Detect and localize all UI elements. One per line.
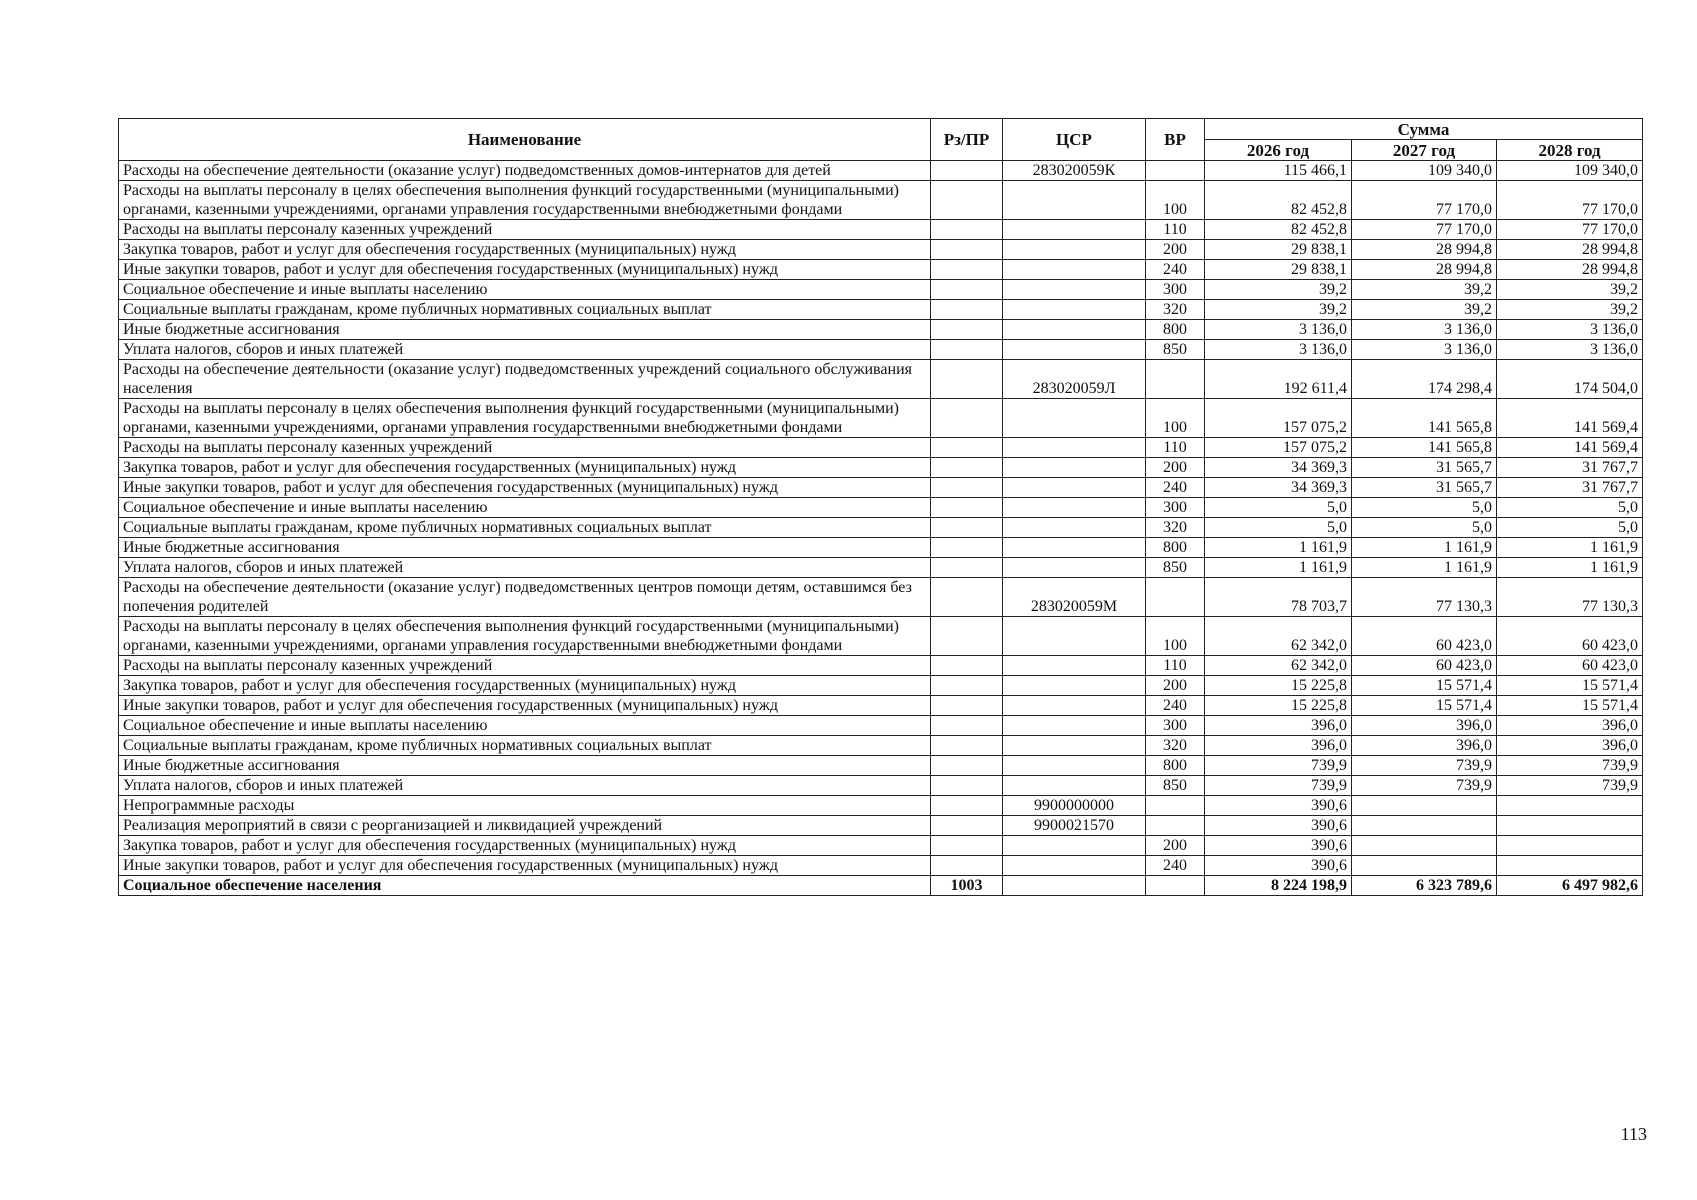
cell-csr: 283020059К [1003, 161, 1146, 181]
cell-2028: 396,0 [1497, 716, 1643, 736]
cell-vr: 240 [1146, 856, 1205, 876]
cell-2028 [1497, 796, 1643, 816]
cell-csr [1003, 220, 1146, 240]
cell-csr [1003, 776, 1146, 796]
cell-2026: 192 611,4 [1205, 360, 1352, 399]
cell-vr [1146, 360, 1205, 399]
cell-2028: 1 161,9 [1497, 558, 1643, 578]
cell-rzpr [931, 716, 1003, 736]
cell-2028: 5,0 [1497, 498, 1643, 518]
table-row [119, 856, 1643, 876]
cell-2027: 39,2 [1352, 300, 1497, 320]
cell-vr: 240 [1146, 478, 1205, 498]
cell-2026: 78 703,7 [1205, 578, 1352, 617]
cell-2027: 15 571,4 [1352, 696, 1497, 716]
cell-2027: 141 565,8 [1352, 438, 1497, 458]
cell-2026: 5,0 [1205, 518, 1352, 538]
cell-name: Расходы на выплаты персоналу в целях обеспечения выполнения функций государственными (муниципальными) органами, казенными учреждениями, органами управления государственными внебюджетными фондами [119, 617, 931, 656]
table-row [119, 538, 1643, 558]
cell-name: Уплата налогов, сборов и иных платежей [119, 776, 931, 796]
cell-2028: 39,2 [1497, 300, 1643, 320]
cell-2026: 15 225,8 [1205, 676, 1352, 696]
cell-2026: 390,6 [1205, 856, 1352, 876]
cell-vr: 100 [1146, 399, 1205, 438]
cell-2027: 77 130,3 [1352, 578, 1497, 617]
cell-vr: 100 [1146, 181, 1205, 220]
cell-name: Закупка товаров, работ и услуг для обеспечения государственных (муниципальных) нужд [119, 676, 931, 696]
cell-rzpr [931, 340, 1003, 360]
cell-2027: 1 161,9 [1352, 538, 1497, 558]
cell-csr [1003, 716, 1146, 736]
cell-2026: 396,0 [1205, 736, 1352, 756]
cell-name: Социальные выплаты гражданам, кроме публичных нормативных социальных выплат [119, 736, 931, 756]
cell-csr [1003, 696, 1146, 716]
cell-name: Иные закупки товаров, работ и услуг для обеспечения государственных (муниципальных) нужд [119, 260, 931, 280]
cell-rzpr [931, 856, 1003, 876]
cell-2028 [1497, 836, 1643, 856]
cell-name: Иные закупки товаров, работ и услуг для обеспечения государственных (муниципальных) нужд [119, 696, 931, 716]
header-name: Наименование [119, 119, 931, 161]
cell-rzpr [931, 260, 1003, 280]
table-row [119, 181, 1643, 220]
cell-2027 [1352, 836, 1497, 856]
cell-rzpr [931, 280, 1003, 300]
table-row [119, 260, 1643, 280]
cell-2028: 1 161,9 [1497, 538, 1643, 558]
cell-csr [1003, 558, 1146, 578]
cell-csr [1003, 399, 1146, 438]
cell-csr [1003, 617, 1146, 656]
cell-2028: 15 571,4 [1497, 676, 1643, 696]
cell-csr [1003, 240, 1146, 260]
cell-2028: 3 136,0 [1497, 340, 1643, 360]
cell-csr [1003, 518, 1146, 538]
cell-2026: 396,0 [1205, 716, 1352, 736]
cell-vr: 110 [1146, 656, 1205, 676]
cell-name: Расходы на выплаты персоналу казенных учреждений [119, 438, 931, 458]
cell-rzpr [931, 776, 1003, 796]
cell-name: Иные бюджетные ассигнования [119, 538, 931, 558]
cell-rzpr [931, 300, 1003, 320]
cell-2027: 28 994,8 [1352, 260, 1497, 280]
cell-vr: 100 [1146, 617, 1205, 656]
cell-vr [1146, 161, 1205, 181]
cell-rzpr [931, 220, 1003, 240]
cell-vr: 850 [1146, 340, 1205, 360]
cell-name: Реализация мероприятий в связи с реорганизацией и ликвидацией учреждений [119, 816, 931, 836]
cell-rzpr [931, 161, 1003, 181]
cell-name: Уплата налогов, сборов и иных платежей [119, 558, 931, 578]
cell-2027: 60 423,0 [1352, 617, 1497, 656]
cell-2026: 39,2 [1205, 300, 1352, 320]
cell-2028: 6 497 982,6 [1497, 876, 1643, 896]
cell-2028: 109 340,0 [1497, 161, 1643, 181]
cell-rzpr [931, 360, 1003, 399]
cell-2026: 739,9 [1205, 776, 1352, 796]
cell-csr [1003, 280, 1146, 300]
cell-csr [1003, 756, 1146, 776]
header-year-2027: 2027 год [1352, 140, 1497, 161]
cell-2026: 3 136,0 [1205, 320, 1352, 340]
cell-csr: 283020059М [1003, 578, 1146, 617]
cell-vr: 110 [1146, 220, 1205, 240]
cell-2028: 77 170,0 [1497, 181, 1643, 220]
cell-vr: 200 [1146, 676, 1205, 696]
cell-name: Социальные выплаты гражданам, кроме публичных нормативных социальных выплат [119, 300, 931, 320]
page-number: 113 [1620, 1124, 1647, 1144]
cell-2026: 5,0 [1205, 498, 1352, 518]
cell-2027: 1 161,9 [1352, 558, 1497, 578]
table-row [119, 696, 1643, 716]
cell-csr [1003, 876, 1146, 896]
table-row-total [119, 876, 1643, 896]
header-csr: ЦСР [1003, 119, 1146, 161]
cell-vr: 800 [1146, 320, 1205, 340]
table-row [119, 340, 1643, 360]
cell-2027: 77 170,0 [1352, 181, 1497, 220]
table-row [119, 558, 1643, 578]
cell-csr [1003, 498, 1146, 518]
cell-csr [1003, 320, 1146, 340]
cell-name: Расходы на выплаты персоналу казенных учреждений [119, 656, 931, 676]
cell-2028: 3 136,0 [1497, 320, 1643, 340]
cell-name: Социальные выплаты гражданам, кроме публичных нормативных социальных выплат [119, 518, 931, 538]
cell-name: Иные закупки товаров, работ и услуг для обеспечения государственных (муниципальных) нужд [119, 856, 931, 876]
table-row [119, 816, 1643, 836]
cell-vr: 320 [1146, 736, 1205, 756]
table-row [119, 796, 1643, 816]
cell-name: Закупка товаров, работ и услуг для обеспечения государственных (муниципальных) нужд [119, 836, 931, 856]
cell-csr [1003, 340, 1146, 360]
cell-2028 [1497, 816, 1643, 836]
cell-2027 [1352, 856, 1497, 876]
cell-vr: 800 [1146, 538, 1205, 558]
cell-vr [1146, 876, 1205, 896]
cell-rzpr [931, 498, 1003, 518]
table-row [119, 458, 1643, 478]
cell-2027: 31 565,7 [1352, 478, 1497, 498]
cell-rzpr [931, 458, 1003, 478]
cell-2027: 39,2 [1352, 280, 1497, 300]
cell-2028: 60 423,0 [1497, 617, 1643, 656]
cell-2026: 1 161,9 [1205, 558, 1352, 578]
cell-2028: 15 571,4 [1497, 696, 1643, 716]
cell-csr [1003, 181, 1146, 220]
cell-csr [1003, 856, 1146, 876]
cell-2026: 82 452,8 [1205, 220, 1352, 240]
cell-2026: 8 224 198,9 [1205, 876, 1352, 896]
table-row [119, 836, 1643, 856]
table-row [119, 716, 1643, 736]
cell-name: Закупка товаров, работ и услуг для обеспечения государственных (муниципальных) нужд [119, 458, 931, 478]
header-row-top [119, 119, 1643, 140]
table-row [119, 280, 1643, 300]
cell-csr [1003, 836, 1146, 856]
cell-name: Иные бюджетные ассигнования [119, 320, 931, 340]
cell-vr: 110 [1146, 438, 1205, 458]
cell-2026: 390,6 [1205, 836, 1352, 856]
cell-2028: 5,0 [1497, 518, 1643, 538]
table-row [119, 776, 1643, 796]
table-row [119, 498, 1643, 518]
table-row [119, 161, 1643, 181]
cell-rzpr: 1003 [931, 876, 1003, 896]
cell-2027: 739,9 [1352, 756, 1497, 776]
cell-csr [1003, 656, 1146, 676]
cell-csr [1003, 458, 1146, 478]
table-row [119, 736, 1643, 756]
table-row [119, 300, 1643, 320]
cell-2027: 15 571,4 [1352, 676, 1497, 696]
cell-csr [1003, 538, 1146, 558]
table-row [119, 756, 1643, 776]
cell-2026: 1 161,9 [1205, 538, 1352, 558]
cell-name: Расходы на обеспечение деятельности (оказание услуг) подведомственных центров помощи детям, оставшимся без попечения родителей [119, 578, 931, 617]
cell-csr [1003, 300, 1146, 320]
cell-name: Расходы на выплаты персоналу в целях обеспечения выполнения функций государственными (муниципальными) органами, казенными учреждениями, органами управления государственными внебюджетными фондами [119, 181, 931, 220]
table-row [119, 360, 1643, 399]
cell-name: Непрограммные расходы [119, 796, 931, 816]
cell-2027: 141 565,8 [1352, 399, 1497, 438]
cell-2027: 396,0 [1352, 716, 1497, 736]
cell-2028: 174 504,0 [1497, 360, 1643, 399]
table-row [119, 656, 1643, 676]
cell-name: Уплата налогов, сборов и иных платежей [119, 340, 931, 360]
cell-name: Расходы на обеспечение деятельности (оказание услуг) подведомственных учреждений социального обслуживания населения [119, 360, 931, 399]
cell-name: Расходы на выплаты персоналу казенных учреждений [119, 220, 931, 240]
cell-name: Социальное обеспечение населения [119, 876, 931, 896]
cell-vr: 200 [1146, 458, 1205, 478]
cell-2026: 3 136,0 [1205, 340, 1352, 360]
cell-2026: 29 838,1 [1205, 260, 1352, 280]
cell-csr: 283020059Л [1003, 360, 1146, 399]
cell-name: Иные закупки товаров, работ и услуг для обеспечения государственных (муниципальных) нужд [119, 478, 931, 498]
cell-vr: 200 [1146, 836, 1205, 856]
cell-2028: 739,9 [1497, 756, 1643, 776]
cell-csr [1003, 736, 1146, 756]
cell-vr: 240 [1146, 696, 1205, 716]
cell-name: Расходы на выплаты персоналу в целях обеспечения выполнения функций государственными (муниципальными) органами, казенными учреждениями, органами управления государственными внебюджетными фондами [119, 399, 931, 438]
cell-rzpr [931, 181, 1003, 220]
cell-2028: 77 170,0 [1497, 220, 1643, 240]
cell-2026: 15 225,8 [1205, 696, 1352, 716]
cell-rzpr [931, 656, 1003, 676]
cell-vr: 800 [1146, 756, 1205, 776]
cell-2026: 34 369,3 [1205, 478, 1352, 498]
cell-2027: 3 136,0 [1352, 340, 1497, 360]
table-row [119, 478, 1643, 498]
cell-vr: 300 [1146, 280, 1205, 300]
cell-name: Социальное обеспечение и иные выплаты населению [119, 716, 931, 736]
cell-rzpr [931, 240, 1003, 260]
cell-csr: 9900000000 [1003, 796, 1146, 816]
cell-2027: 28 994,8 [1352, 240, 1497, 260]
cell-2026: 390,6 [1205, 796, 1352, 816]
cell-csr [1003, 260, 1146, 280]
header-year-2026: 2026 год [1205, 140, 1352, 161]
cell-vr: 850 [1146, 776, 1205, 796]
cell-2028: 77 130,3 [1497, 578, 1643, 617]
cell-2027: 174 298,4 [1352, 360, 1497, 399]
table-row [119, 320, 1643, 340]
cell-rzpr [931, 320, 1003, 340]
cell-2027: 31 565,7 [1352, 458, 1497, 478]
cell-rzpr [931, 796, 1003, 816]
cell-2026: 739,9 [1205, 756, 1352, 776]
cell-rzpr [931, 696, 1003, 716]
cell-rzpr [931, 676, 1003, 696]
cell-name: Иные бюджетные ассигнования [119, 756, 931, 776]
cell-2027 [1352, 816, 1497, 836]
cell-2028 [1497, 856, 1643, 876]
cell-vr: 200 [1146, 240, 1205, 260]
table-row [119, 518, 1643, 538]
cell-2027: 109 340,0 [1352, 161, 1497, 181]
cell-2028: 396,0 [1497, 736, 1643, 756]
cell-vr [1146, 796, 1205, 816]
cell-vr: 320 [1146, 300, 1205, 320]
cell-rzpr [931, 836, 1003, 856]
table-row [119, 676, 1643, 696]
header-vr: ВР [1146, 119, 1205, 161]
cell-name: Социальное обеспечение и иные выплаты населению [119, 280, 931, 300]
cell-rzpr [931, 518, 1003, 538]
cell-rzpr [931, 558, 1003, 578]
cell-vr [1146, 816, 1205, 836]
header-sum: Сумма [1205, 119, 1643, 140]
cell-2026: 157 075,2 [1205, 438, 1352, 458]
cell-2026: 39,2 [1205, 280, 1352, 300]
table-row [119, 617, 1643, 656]
cell-2026: 62 342,0 [1205, 656, 1352, 676]
cell-rzpr [931, 538, 1003, 558]
cell-vr: 300 [1146, 498, 1205, 518]
cell-2028: 141 569,4 [1497, 399, 1643, 438]
cell-rzpr [931, 736, 1003, 756]
table-row [119, 220, 1643, 240]
cell-2028: 28 994,8 [1497, 240, 1643, 260]
cell-2027: 60 423,0 [1352, 656, 1497, 676]
cell-vr: 320 [1146, 518, 1205, 538]
cell-2028: 141 569,4 [1497, 438, 1643, 458]
header-year-2028: 2028 год [1497, 140, 1643, 161]
cell-csr [1003, 478, 1146, 498]
cell-csr [1003, 438, 1146, 458]
cell-vr: 300 [1146, 716, 1205, 736]
cell-2028: 31 767,7 [1497, 478, 1643, 498]
cell-2026: 390,6 [1205, 816, 1352, 836]
cell-name: Расходы на обеспечение деятельности (оказание услуг) подведомственных домов-интернатов для детей [119, 161, 931, 181]
table-body [119, 161, 1643, 896]
header-rzpr: Рз/ПР [931, 119, 1003, 161]
cell-2027: 5,0 [1352, 498, 1497, 518]
cell-2026: 82 452,8 [1205, 181, 1352, 220]
cell-csr: 9900021570 [1003, 816, 1146, 836]
cell-rzpr [931, 478, 1003, 498]
cell-2028: 31 767,7 [1497, 458, 1643, 478]
cell-vr: 240 [1146, 260, 1205, 280]
cell-2027: 396,0 [1352, 736, 1497, 756]
cell-2027: 5,0 [1352, 518, 1497, 538]
cell-rzpr [931, 617, 1003, 656]
cell-rzpr [931, 438, 1003, 458]
table-row [119, 240, 1643, 260]
cell-vr [1146, 578, 1205, 617]
cell-2027: 77 170,0 [1352, 220, 1497, 240]
budget-table [118, 118, 1643, 896]
cell-rzpr [931, 578, 1003, 617]
cell-2027 [1352, 796, 1497, 816]
cell-2027: 6 323 789,6 [1352, 876, 1497, 896]
cell-rzpr [931, 756, 1003, 776]
cell-2027: 739,9 [1352, 776, 1497, 796]
cell-rzpr [931, 399, 1003, 438]
cell-name: Закупка товаров, работ и услуг для обеспечения государственных (муниципальных) нужд [119, 240, 931, 260]
table-row [119, 438, 1643, 458]
cell-name: Социальное обеспечение и иные выплаты населению [119, 498, 931, 518]
table-row [119, 399, 1643, 438]
cell-2028: 60 423,0 [1497, 656, 1643, 676]
cell-2028: 28 994,8 [1497, 260, 1643, 280]
cell-2026: 29 838,1 [1205, 240, 1352, 260]
cell-2026: 157 075,2 [1205, 399, 1352, 438]
cell-2026: 34 369,3 [1205, 458, 1352, 478]
cell-csr [1003, 676, 1146, 696]
cell-2027: 3 136,0 [1352, 320, 1497, 340]
cell-2026: 115 466,1 [1205, 161, 1352, 181]
cell-vr: 850 [1146, 558, 1205, 578]
table-row [119, 578, 1643, 617]
cell-rzpr [931, 816, 1003, 836]
cell-2028: 39,2 [1497, 280, 1643, 300]
cell-2028: 739,9 [1497, 776, 1643, 796]
cell-2026: 62 342,0 [1205, 617, 1352, 656]
